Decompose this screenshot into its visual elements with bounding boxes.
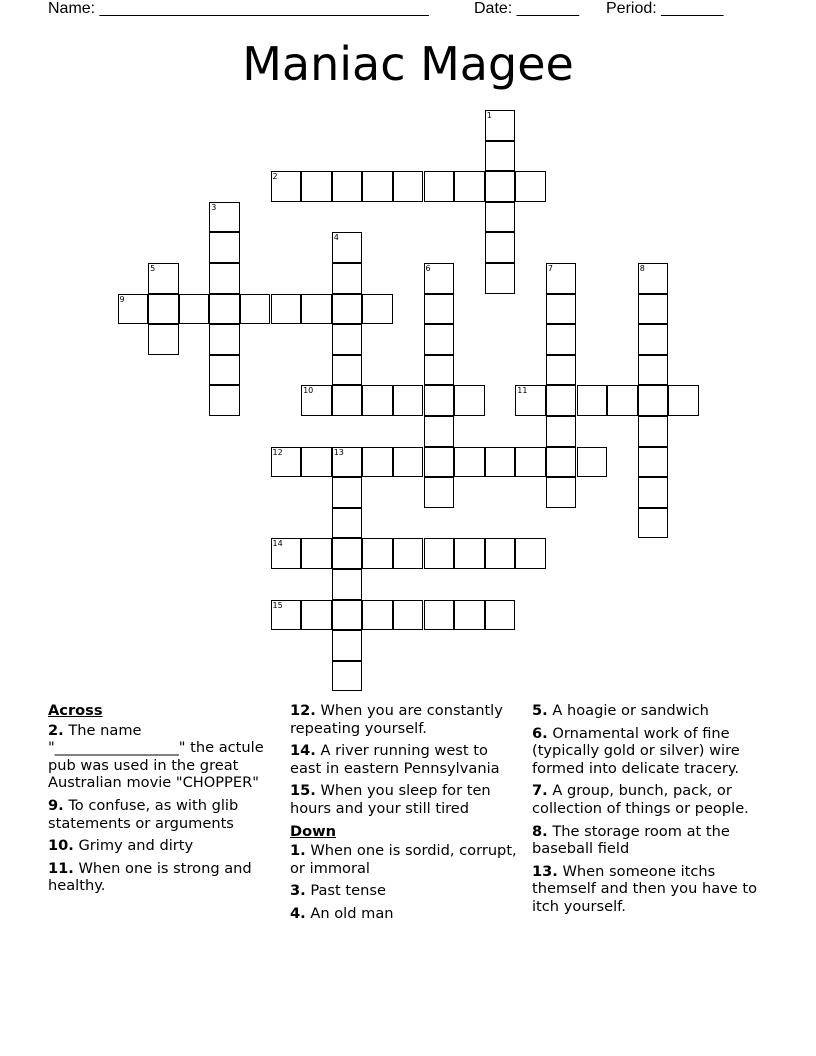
crossword-cell[interactable] <box>332 355 363 386</box>
clue-number-label: 4 <box>333 233 339 243</box>
crossword-cell[interactable] <box>271 447 302 478</box>
date-field-label[interactable]: Date: _______ <box>474 0 579 17</box>
clue-number-label: 10 <box>303 386 314 396</box>
crossword-cell[interactable] <box>362 447 393 478</box>
clues-column-2 <box>290 702 522 928</box>
clue-across-10 <box>48 837 280 855</box>
crossword-cell[interactable] <box>332 171 363 202</box>
crossword-cell[interactable] <box>148 263 179 294</box>
clue-number: 12. <box>290 702 316 719</box>
clue-number-label: 14 <box>272 539 283 549</box>
crossword-cell[interactable] <box>179 294 210 325</box>
crossword-cell[interactable] <box>209 263 240 294</box>
clue-down-8 <box>532 823 772 858</box>
crossword-cell[interactable] <box>546 263 577 294</box>
crossword-cell[interactable] <box>485 202 516 233</box>
crossword-cell[interactable] <box>393 385 424 416</box>
crossword-cell[interactable] <box>485 110 516 141</box>
crossword-cell[interactable] <box>271 294 302 325</box>
crossword-cell[interactable] <box>209 385 240 416</box>
crossword-cell[interactable] <box>301 538 332 569</box>
crossword-cell[interactable] <box>424 600 455 631</box>
crossword-cell[interactable] <box>332 600 363 631</box>
crossword-cell[interactable] <box>332 294 363 325</box>
crossword-cell[interactable] <box>515 538 546 569</box>
crossword-cell[interactable] <box>668 385 699 416</box>
period-field-label[interactable]: Period: _______ <box>606 0 724 17</box>
crossword-cell[interactable] <box>209 324 240 355</box>
crossword-cell[interactable] <box>638 263 669 294</box>
down-heading: Down <box>290 822 337 840</box>
crossword-cell[interactable] <box>332 630 363 661</box>
crossword-cell[interactable] <box>393 171 424 202</box>
clue-number-label: 1 <box>486 111 492 120</box>
crossword-cell[interactable] <box>485 447 516 478</box>
clue-number: 13. <box>532 862 558 880</box>
crossword-cell[interactable] <box>240 294 271 325</box>
crossword-cell[interactable] <box>454 447 485 478</box>
crossword-cell[interactable] <box>485 263 516 294</box>
clue-text: A river running west to east in eastern Pennsylvania <box>290 742 500 777</box>
clue-number-label: 3 <box>211 202 217 212</box>
crossword-cell[interactable] <box>485 600 516 631</box>
crossword-cell[interactable] <box>454 600 485 631</box>
crossword-cell[interactable] <box>577 447 608 478</box>
clue-text: When someone itchs themself and then you have to itch yourself. <box>532 862 758 915</box>
crossword-cell[interactable] <box>362 171 393 202</box>
crossword-cell[interactable] <box>271 538 302 569</box>
clue-text: Past tense <box>310 882 386 900</box>
clue-across-9 <box>48 797 280 832</box>
crossword-cell[interactable] <box>332 263 363 294</box>
clue-number: 9. <box>48 796 64 814</box>
clue-down-4 <box>290 905 522 923</box>
crossword-cell[interactable] <box>546 416 577 447</box>
clue-down-3 <box>290 882 522 900</box>
clues-column-1 <box>48 702 280 900</box>
clue-text: When one is sordid, corrupt, or immoral <box>290 842 517 877</box>
crossword-cell[interactable] <box>577 385 608 416</box>
crossword-cell[interactable] <box>209 355 240 386</box>
clue-down-5 <box>532 702 772 720</box>
clue-text: When you are constantly repeating yourself. <box>290 702 503 737</box>
clue-across-15 <box>290 782 522 817</box>
crossword-cell[interactable] <box>332 232 363 263</box>
clue-across-2 <box>48 722 280 792</box>
crossword-cell[interactable] <box>515 171 546 202</box>
crossword-cell[interactable] <box>148 324 179 355</box>
crossword-cell[interactable] <box>424 355 455 386</box>
clue-down-6 <box>532 725 772 778</box>
clue-number: 14. <box>290 742 316 760</box>
crossword-cell[interactable] <box>209 202 240 233</box>
clue-text: When one is strong and healthy. <box>48 859 252 895</box>
crossword-cell[interactable] <box>332 324 363 355</box>
clue-number-label: 9 <box>119 294 125 304</box>
crossword-cell[interactable] <box>454 538 485 569</box>
crossword-cell[interactable] <box>485 538 516 569</box>
crossword-cell[interactable] <box>209 294 240 325</box>
clue-text: An old man <box>310 904 394 922</box>
crossword-cell[interactable] <box>393 600 424 631</box>
crossword-cell[interactable] <box>271 600 302 631</box>
page-title: Maniac Magee <box>242 37 574 91</box>
crossword-cell[interactable] <box>485 232 516 263</box>
crossword-cell[interactable] <box>209 232 240 263</box>
clue-down-13 <box>532 863 772 916</box>
crossword-cell[interactable] <box>638 447 669 478</box>
crossword-cell[interactable] <box>546 477 577 508</box>
crossword-cell[interactable] <box>393 447 424 478</box>
crossword-cell[interactable] <box>546 294 577 325</box>
crossword-cell[interactable] <box>638 355 669 386</box>
clue-number-label: 5 <box>150 264 156 273</box>
clue-number-label: 13 <box>333 447 344 457</box>
clue-number: 10. <box>48 837 74 855</box>
crossword-cell[interactable] <box>362 538 393 569</box>
clue-number-label: 11 <box>517 386 528 396</box>
crossword-cell[interactable] <box>424 416 455 447</box>
crossword-cell[interactable] <box>301 385 332 416</box>
crossword-cell[interactable] <box>271 171 302 202</box>
clue-text: When you sleep for ten hours and your still tired <box>290 782 491 817</box>
crossword-cell[interactable] <box>301 294 332 325</box>
crossword-cell[interactable] <box>148 294 179 325</box>
crossword-cell[interactable] <box>454 385 485 416</box>
crossword-cell[interactable] <box>485 171 516 202</box>
clue-number-label: 7 <box>547 264 553 273</box>
crossword-cell[interactable] <box>332 447 363 478</box>
crossword-cell[interactable] <box>638 416 669 447</box>
clue-text: A group, bunch, pack, or collection of things or people. <box>532 782 749 817</box>
clue-number-label: 8 <box>639 264 645 273</box>
crossword-cell[interactable] <box>393 538 424 569</box>
crossword-cell[interactable] <box>607 385 638 416</box>
crossword-cell[interactable] <box>515 447 546 478</box>
across-heading: Across <box>48 702 103 719</box>
clue-number: 3. <box>290 882 306 900</box>
clue-down-1 <box>290 842 522 877</box>
clue-number: 2. <box>48 721 64 739</box>
clue-number: 15. <box>290 782 316 800</box>
name-field-label[interactable]: Name: _____________________________________ <box>48 0 429 17</box>
clue-text: The name "_________________" the actule pub was used in the great Australian movie "CHOPPER" <box>48 721 264 792</box>
crossword-cell[interactable] <box>301 600 332 631</box>
clue-number-label: 6 <box>425 264 431 273</box>
crossword-cell[interactable] <box>454 171 485 202</box>
crossword-cell[interactable] <box>638 385 669 416</box>
clue-across-14 <box>290 742 522 777</box>
clue-number: 8. <box>532 822 548 840</box>
clue-number: 5. <box>532 702 548 719</box>
crossword-cell[interactable] <box>362 294 393 325</box>
clue-number-label: 12 <box>272 447 283 457</box>
clues-column-3 <box>532 702 772 921</box>
crossword-cell[interactable] <box>301 171 332 202</box>
clue-across-12 <box>290 702 522 737</box>
crossword-cell[interactable] <box>332 538 363 569</box>
crossword-cell[interactable] <box>638 324 669 355</box>
clue-text: A hoagie or sandwich <box>552 702 709 719</box>
clue-number-label: 2 <box>272 172 278 182</box>
clue-number: 1. <box>290 842 306 860</box>
crossword-cell[interactable] <box>332 569 363 600</box>
clue-number: 11. <box>48 859 74 877</box>
crossword-cell[interactable] <box>515 385 546 416</box>
crossword-cell[interactable] <box>424 447 455 478</box>
clue-text: Grimy and dirty <box>78 837 194 855</box>
crossword-cell[interactable] <box>362 600 393 631</box>
crossword-cell[interactable] <box>424 171 455 202</box>
crossword-cell[interactable] <box>424 324 455 355</box>
crossword-cell[interactable] <box>424 538 455 569</box>
crossword-cell[interactable] <box>424 263 455 294</box>
crossword-cell[interactable] <box>424 385 455 416</box>
crossword-cell[interactable] <box>424 477 455 508</box>
crossword-cell[interactable] <box>362 385 393 416</box>
crossword-cell[interactable] <box>638 508 669 539</box>
crossword-cell[interactable] <box>546 447 577 478</box>
crossword-cell[interactable] <box>332 661 363 692</box>
crossword-cell[interactable] <box>424 294 455 325</box>
crossword-cell[interactable] <box>332 477 363 508</box>
crossword-cell[interactable] <box>638 477 669 508</box>
clue-number: 7. <box>532 782 548 800</box>
clue-text: To confuse, as with glib statements or arguments <box>48 796 239 832</box>
clue-text: The storage room at the baseball field <box>532 822 730 858</box>
crossword-cell[interactable] <box>332 508 363 539</box>
clue-number-label: 15 <box>272 600 283 610</box>
clue-number: 6. <box>532 724 548 742</box>
clue-text: Ornamental work of fine (typically gold or silver) wire formed into delicate tracery. <box>532 724 740 777</box>
crossword-cell[interactable] <box>546 385 577 416</box>
crossword-cell[interactable] <box>301 447 332 478</box>
crossword-cell[interactable] <box>332 385 363 416</box>
clue-down-7 <box>532 782 772 817</box>
crossword-cell[interactable] <box>546 355 577 386</box>
crossword-cell[interactable] <box>118 294 149 325</box>
crossword-cell[interactable] <box>638 294 669 325</box>
clue-across-11 <box>48 860 280 895</box>
clue-number: 4. <box>290 904 306 922</box>
crossword-cell[interactable] <box>485 141 516 172</box>
crossword-cell[interactable] <box>546 324 577 355</box>
